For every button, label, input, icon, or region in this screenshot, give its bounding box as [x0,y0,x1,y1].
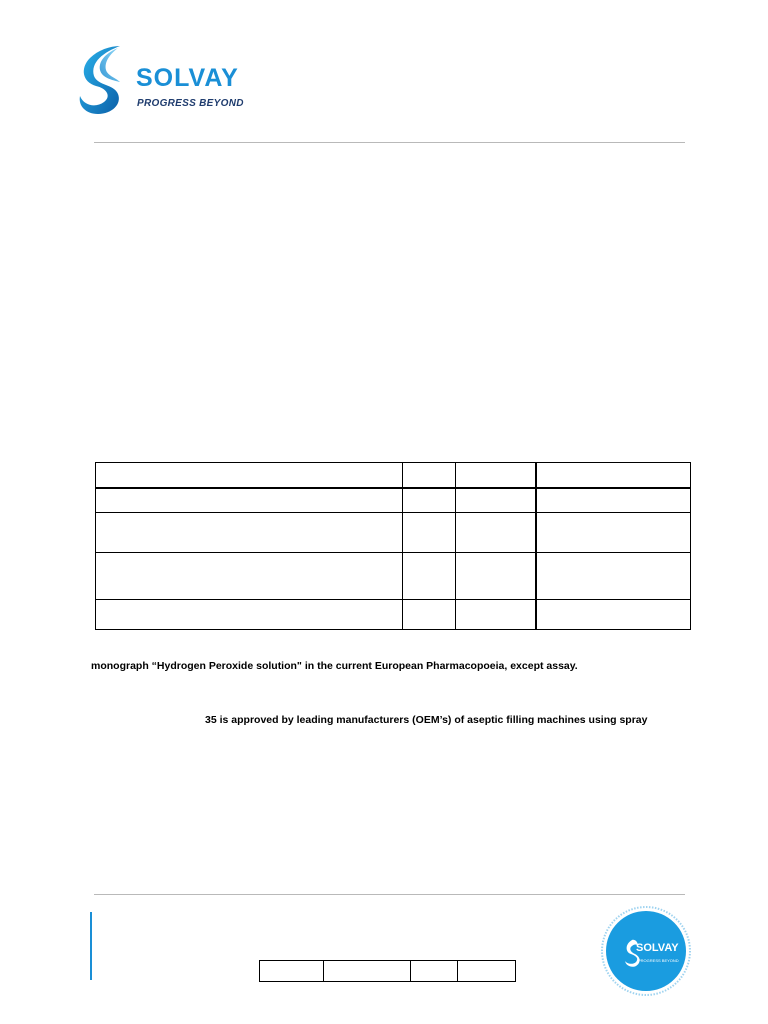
table-cell [536,488,691,512]
table-cell [536,463,691,489]
specification-table [95,462,691,630]
solvay-logo [76,44,246,116]
logo-brand-text: SOLVAY [136,64,239,92]
seal-brand-text: SOLVAY [636,942,679,954]
table-cell [536,599,691,629]
table-cell [403,512,456,552]
seal-tagline: PROGRESS BEYOND [638,958,679,963]
paragraph-monograph: monograph “Hydrogen Peroxide solution" in the current European Pharmacopoeia, except assay. [91,660,578,672]
table-row [96,512,691,552]
table-cell [324,961,411,982]
table-cell [456,463,536,489]
table-cell [96,599,403,629]
table-cell [536,512,691,552]
table-cell [403,552,456,599]
table-row [96,488,691,512]
table-cell [403,488,456,512]
header-divider [94,142,685,143]
table-row [260,961,516,982]
footer-accent-bar [90,912,92,980]
solvay-s-icon [76,44,136,116]
table-cell [260,961,324,982]
table-cell [403,599,456,629]
table-cell [536,552,691,599]
table-row [96,552,691,599]
table-cell [458,961,516,982]
table-cell [403,463,456,489]
table-cell [96,552,403,599]
table-cell [411,961,458,982]
logo-tagline: PROGRESS BEYOND [137,98,244,109]
table-cell [456,599,536,629]
table-cell [96,512,403,552]
table-cell [456,512,536,552]
paragraph-oem-approval: 35 is approved by leading manufacturers (OEM’s) of aseptic filling machines using spray [205,714,648,726]
table-cell [456,488,536,512]
solvay-seal [601,906,691,996]
table-header-row [96,463,691,489]
table-row [96,599,691,629]
table-cell [96,463,403,489]
footer-divider [94,894,685,895]
table-cell [96,488,403,512]
table-cell [456,552,536,599]
footer-reference-table [259,960,516,982]
